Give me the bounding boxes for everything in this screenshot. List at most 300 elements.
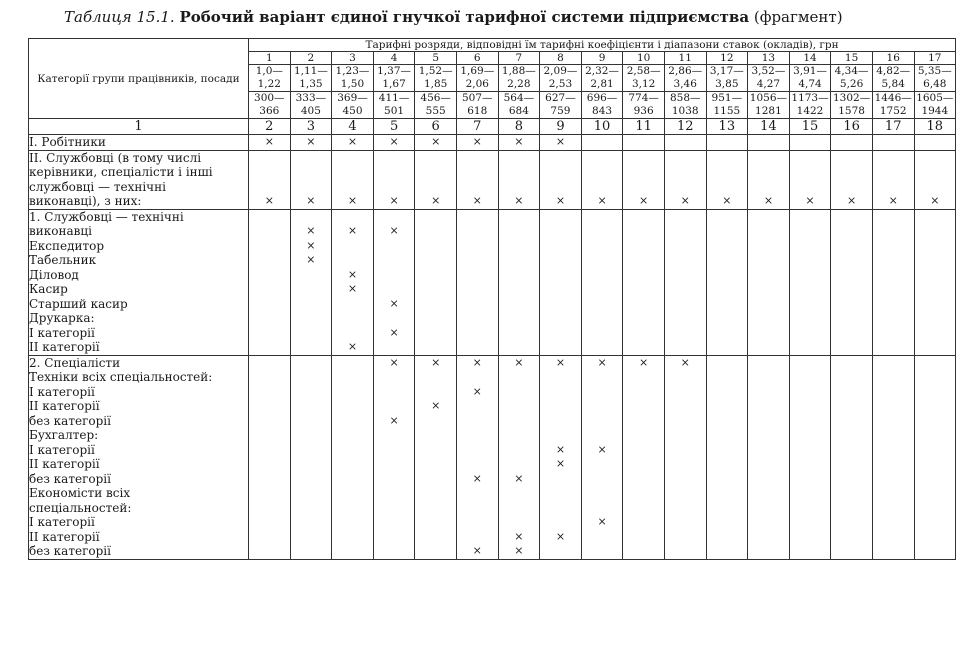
empty-slot xyxy=(748,385,789,400)
cross-mark: × xyxy=(472,135,482,148)
coefficient-value: 3,12 xyxy=(631,77,656,90)
grade-cell xyxy=(249,209,291,355)
empty-slot xyxy=(457,210,498,225)
empty-slot xyxy=(665,326,706,341)
empty-slot xyxy=(873,515,914,530)
rate-value: 507— xyxy=(461,92,493,104)
empty-slot xyxy=(499,311,540,326)
grade-cell xyxy=(789,135,831,151)
coefficient-value: 2,09— xyxy=(543,65,578,77)
empty-slot xyxy=(665,472,706,487)
rate-value: 1155 xyxy=(713,104,741,117)
empty-slot xyxy=(582,268,623,283)
empty-slot xyxy=(540,515,581,530)
label-line: ІІ категорії xyxy=(29,529,100,544)
column-number: 9 xyxy=(540,119,582,135)
empty-slot xyxy=(707,224,748,239)
empty-slot xyxy=(415,151,456,166)
grade-number: 9 xyxy=(581,52,623,65)
rate-range xyxy=(623,92,665,119)
rate-range xyxy=(540,92,582,119)
empty-slot xyxy=(332,515,373,530)
empty-slot xyxy=(374,399,415,414)
empty-slot xyxy=(790,472,831,487)
rate-range xyxy=(789,92,831,119)
rate-value: 936 xyxy=(633,104,654,117)
empty-slot xyxy=(790,399,831,414)
empty-slot xyxy=(332,165,373,180)
label-line: 2. Спеціалісти xyxy=(29,355,121,370)
empty-slot xyxy=(915,356,956,371)
rate-value: 369— xyxy=(337,92,368,104)
empty-slot xyxy=(499,385,540,400)
empty-slot xyxy=(748,135,789,150)
label-line: Друкарка: xyxy=(29,311,95,325)
empty-slot xyxy=(915,530,956,545)
grade-cell xyxy=(249,150,291,209)
caption-suffix: (фрагмент) xyxy=(753,8,843,26)
empty-slot xyxy=(540,297,581,312)
empty-slot xyxy=(873,253,914,268)
label-line: І категорії xyxy=(29,442,95,457)
empty-slot xyxy=(915,253,956,268)
label-line: І категорії xyxy=(29,515,95,529)
empty-slot xyxy=(582,544,623,559)
grade-cell xyxy=(581,209,623,355)
cross-mark: × xyxy=(514,471,524,485)
coefficient-range xyxy=(706,65,748,92)
label-line: Касир xyxy=(29,282,68,296)
empty-slot xyxy=(707,370,748,385)
empty-slot xyxy=(374,210,415,225)
empty-slot xyxy=(499,326,540,341)
empty-slot xyxy=(831,210,872,225)
empty-slot xyxy=(665,165,706,180)
empty-slot xyxy=(790,326,831,341)
empty-slot xyxy=(499,515,540,530)
empty-slot xyxy=(707,165,748,180)
empty-slot xyxy=(249,253,290,268)
empty-slot xyxy=(915,239,956,254)
grade-cell xyxy=(914,150,956,209)
empty-slot xyxy=(249,151,290,166)
empty-slot xyxy=(415,253,456,268)
empty-slot xyxy=(748,486,789,501)
empty-slot xyxy=(457,457,498,472)
empty-slot xyxy=(457,486,498,501)
empty-slot xyxy=(790,224,831,239)
empty-slot xyxy=(748,180,789,195)
coefficient-range xyxy=(914,65,956,92)
coefficient-range xyxy=(831,65,873,92)
coefficient-range xyxy=(332,65,374,92)
empty-slot xyxy=(499,443,540,458)
grade-cell xyxy=(872,135,914,151)
cross-mark: × xyxy=(472,544,482,557)
empty-slot xyxy=(790,486,831,501)
empty-slot xyxy=(915,515,956,530)
empty-slot xyxy=(665,501,706,516)
empty-slot xyxy=(915,326,956,341)
grade-cell xyxy=(623,209,665,355)
empty-slot xyxy=(707,356,748,371)
cross-mark: × xyxy=(555,457,566,470)
empty-slot xyxy=(873,239,914,254)
empty-slot xyxy=(748,268,789,283)
grade-cell xyxy=(914,355,956,559)
empty-slot xyxy=(707,282,748,297)
empty-slot xyxy=(831,486,872,501)
empty-slot xyxy=(291,414,332,429)
empty-slot xyxy=(707,253,748,268)
empty-slot xyxy=(831,151,872,166)
empty-slot xyxy=(249,370,290,385)
empty-slot xyxy=(291,501,332,516)
empty-slot xyxy=(499,399,540,414)
rate-range xyxy=(332,92,374,119)
empty-slot xyxy=(582,486,623,501)
coefficient-value: 1,0— xyxy=(255,65,283,77)
rate-range xyxy=(914,92,956,119)
coefficient-value: 1,35 xyxy=(299,77,323,90)
column-number: 5 xyxy=(373,119,415,135)
empty-slot xyxy=(873,311,914,326)
grade-number: 10 xyxy=(623,52,665,65)
cross-mark: × xyxy=(306,238,316,252)
empty-slot xyxy=(249,165,290,180)
coefficient-value: 2,32— xyxy=(585,65,619,77)
empty-slot xyxy=(790,457,831,472)
coefficient-value: 4,74 xyxy=(798,77,822,90)
empty-slot xyxy=(873,385,914,400)
empty-slot xyxy=(790,428,831,443)
empty-slot xyxy=(457,515,498,530)
empty-slot xyxy=(540,428,581,443)
empty-slot xyxy=(374,340,415,355)
empty-slot xyxy=(707,544,748,559)
empty-slot xyxy=(374,515,415,530)
label-line: І категорії xyxy=(29,325,95,340)
empty-slot xyxy=(790,135,831,150)
empty-slot xyxy=(540,311,581,326)
column-number: 10 xyxy=(581,119,623,135)
empty-slot xyxy=(291,428,332,443)
empty-slot xyxy=(249,385,290,400)
empty-slot xyxy=(831,544,872,559)
category-header: Категорії групи працівників, посади xyxy=(29,39,249,119)
empty-slot xyxy=(623,428,664,443)
empty-slot xyxy=(831,443,872,458)
empty-slot xyxy=(540,165,581,180)
rate-value: 411— xyxy=(378,92,410,104)
empty-slot xyxy=(748,282,789,297)
empty-slot xyxy=(790,311,831,326)
empty-slot xyxy=(873,472,914,487)
grade-cell xyxy=(498,355,540,559)
coefficient-range xyxy=(540,65,582,92)
label-line: ІІ категорії xyxy=(29,457,100,471)
empty-slot xyxy=(374,268,415,283)
rate-range xyxy=(706,92,748,119)
empty-slot xyxy=(665,457,706,472)
column-number: 17 xyxy=(872,119,914,135)
grade-cell xyxy=(415,209,457,355)
coefficient-value: 1,50 xyxy=(340,77,365,90)
empty-slot xyxy=(707,457,748,472)
grade-cell xyxy=(748,209,790,355)
column-number: 6 xyxy=(415,119,457,135)
empty-slot xyxy=(665,311,706,326)
empty-slot xyxy=(831,282,872,297)
empty-slot xyxy=(707,443,748,458)
coefficient-range xyxy=(623,65,665,92)
empty-slot xyxy=(873,457,914,472)
grade-number: 13 xyxy=(748,52,790,65)
empty-slot xyxy=(540,544,581,559)
empty-slot xyxy=(831,326,872,341)
empty-slot xyxy=(831,180,872,195)
empty-slot xyxy=(831,385,872,400)
rate-value: 366 xyxy=(259,104,280,117)
empty-slot xyxy=(873,224,914,239)
cross-mark: × xyxy=(306,135,316,148)
empty-slot xyxy=(249,311,290,326)
label-line: І. Робітники xyxy=(29,135,106,149)
label-line: без категорії xyxy=(29,413,111,428)
empty-slot xyxy=(540,501,581,516)
empty-slot xyxy=(332,210,373,225)
grade-cell xyxy=(872,209,914,355)
empty-slot xyxy=(707,135,748,150)
cross-mark: × xyxy=(597,194,607,207)
empty-slot xyxy=(831,340,872,355)
empty-slot xyxy=(457,428,498,443)
empty-slot xyxy=(665,385,706,400)
empty-slot xyxy=(665,224,706,239)
empty-slot xyxy=(623,443,664,458)
empty-slot xyxy=(249,544,290,559)
empty-slot xyxy=(665,515,706,530)
rate-value: 858— xyxy=(669,92,701,104)
cross-mark: × xyxy=(264,135,274,148)
empty-slot xyxy=(623,501,664,516)
empty-slot xyxy=(707,340,748,355)
empty-slot xyxy=(582,385,623,400)
empty-slot xyxy=(332,326,373,341)
coefficient-value: 2,53 xyxy=(548,77,573,90)
empty-slot xyxy=(748,165,789,180)
empty-slot xyxy=(249,340,290,355)
section-label xyxy=(29,135,249,151)
empty-slot xyxy=(707,268,748,283)
grade-cell xyxy=(706,355,748,559)
grade-cell xyxy=(789,209,831,355)
empty-slot xyxy=(873,414,914,429)
empty-slot xyxy=(623,180,664,195)
grade-cell xyxy=(706,150,748,209)
coefficient-range xyxy=(415,65,457,92)
empty-slot xyxy=(332,472,373,487)
empty-slot xyxy=(582,239,623,254)
empty-slot xyxy=(582,326,623,341)
rate-value: 1422 xyxy=(796,104,824,117)
empty-slot xyxy=(332,239,373,254)
empty-slot xyxy=(915,210,956,225)
empty-slot xyxy=(831,530,872,545)
empty-slot xyxy=(623,399,664,414)
empty-slot xyxy=(291,180,332,195)
empty-slot xyxy=(707,311,748,326)
empty-slot xyxy=(457,311,498,326)
empty-slot xyxy=(873,210,914,225)
empty-slot xyxy=(582,180,623,195)
cross-mark: × xyxy=(431,135,441,148)
cross-mark: × xyxy=(514,135,524,148)
cross-mark: × xyxy=(930,194,940,207)
empty-slot xyxy=(374,282,415,297)
coefficient-value: 1,69— xyxy=(460,65,495,77)
empty-slot xyxy=(748,356,789,371)
empty-slot xyxy=(915,224,956,239)
grade-cell xyxy=(914,135,956,151)
section-label xyxy=(29,355,249,559)
grade-cell xyxy=(540,135,582,151)
empty-slot xyxy=(831,356,872,371)
empty-slot xyxy=(748,399,789,414)
empty-slot xyxy=(540,180,581,195)
label-line: Табельник xyxy=(29,253,97,267)
empty-slot xyxy=(415,530,456,545)
empty-slot xyxy=(873,165,914,180)
grade-cell xyxy=(872,355,914,559)
empty-slot xyxy=(915,501,956,516)
empty-slot xyxy=(831,165,872,180)
empty-slot xyxy=(291,544,332,559)
cross-mark: × xyxy=(306,253,316,266)
rate-value: 696— xyxy=(586,92,618,104)
rate-range xyxy=(831,92,873,119)
empty-slot xyxy=(374,311,415,326)
grade-number: 1 xyxy=(249,52,291,65)
empty-slot xyxy=(291,268,332,283)
empty-slot xyxy=(332,311,373,326)
empty-slot xyxy=(374,370,415,385)
empty-slot xyxy=(873,428,914,443)
rate-value: 1605— xyxy=(916,92,954,104)
section-row xyxy=(29,355,956,559)
empty-slot xyxy=(415,297,456,312)
empty-slot xyxy=(873,399,914,414)
cross-mark: × xyxy=(888,194,898,207)
empty-slot xyxy=(374,443,415,458)
rate-value: 684 xyxy=(508,104,529,117)
cross-mark: × xyxy=(472,384,482,398)
empty-slot xyxy=(665,370,706,385)
cross-mark: × xyxy=(514,355,524,369)
grade-cell xyxy=(373,150,415,209)
label-line: керівники, спеціалісти і інші xyxy=(29,165,213,179)
coefficient-range xyxy=(789,65,831,92)
rate-value: 843 xyxy=(592,104,613,117)
cross-mark: × xyxy=(597,442,607,456)
coefficient-value: 2,58— xyxy=(626,65,661,77)
empty-slot xyxy=(291,399,332,414)
empty-slot xyxy=(831,501,872,516)
coefficient-range xyxy=(664,65,706,92)
empty-slot xyxy=(790,530,831,545)
empty-slot xyxy=(915,428,956,443)
empty-slot xyxy=(623,340,664,355)
empty-slot xyxy=(915,165,956,180)
coefficient-value: 6,48 xyxy=(923,77,947,90)
empty-slot xyxy=(790,414,831,429)
empty-slot xyxy=(623,282,664,297)
empty-slot xyxy=(748,414,789,429)
cross-mark: × xyxy=(347,282,358,295)
empty-slot xyxy=(748,530,789,545)
empty-slot xyxy=(582,370,623,385)
label-line: Експедитор xyxy=(29,238,105,253)
grade-number: 14 xyxy=(789,52,831,65)
grade-number: 11 xyxy=(664,52,706,65)
empty-slot xyxy=(374,385,415,400)
empty-slot xyxy=(873,135,914,150)
empty-slot xyxy=(748,326,789,341)
grade-number: 3 xyxy=(332,52,374,65)
empty-slot xyxy=(540,253,581,268)
cross-mark: × xyxy=(597,355,607,369)
rate-value: 1056— xyxy=(749,92,788,104)
empty-slot xyxy=(915,544,956,559)
empty-slot xyxy=(623,515,664,530)
grade-cell xyxy=(831,135,873,151)
grade-cell xyxy=(290,209,332,355)
empty-slot xyxy=(540,239,581,254)
coefficient-value: 1,88— xyxy=(501,65,536,77)
empty-slot xyxy=(499,268,540,283)
coefficient-value: 2,06 xyxy=(465,77,489,90)
empty-slot xyxy=(457,151,498,166)
empty-slot xyxy=(582,253,623,268)
cross-mark: × xyxy=(347,194,358,207)
cross-mark: × xyxy=(431,355,441,369)
empty-slot xyxy=(332,457,373,472)
cross-mark: × xyxy=(389,325,399,339)
rate-range xyxy=(415,92,457,119)
rate-value: 627— xyxy=(545,92,576,104)
empty-slot xyxy=(748,253,789,268)
rate-value: 1446— xyxy=(874,92,912,104)
empty-slot xyxy=(374,151,415,166)
rate-value: 501 xyxy=(384,104,405,117)
rate-range xyxy=(373,92,415,119)
empty-slot xyxy=(707,515,748,530)
empty-slot xyxy=(873,501,914,516)
empty-slot xyxy=(831,414,872,429)
empty-slot xyxy=(291,472,332,487)
empty-slot xyxy=(790,443,831,458)
grade-cell xyxy=(540,150,582,209)
grade-cell xyxy=(748,355,790,559)
empty-slot xyxy=(915,370,956,385)
empty-slot xyxy=(915,414,956,429)
empty-slot xyxy=(582,340,623,355)
grade-cell xyxy=(706,209,748,355)
empty-slot xyxy=(457,239,498,254)
coefficient-range xyxy=(249,65,291,92)
empty-slot xyxy=(332,544,373,559)
empty-slot xyxy=(623,486,664,501)
